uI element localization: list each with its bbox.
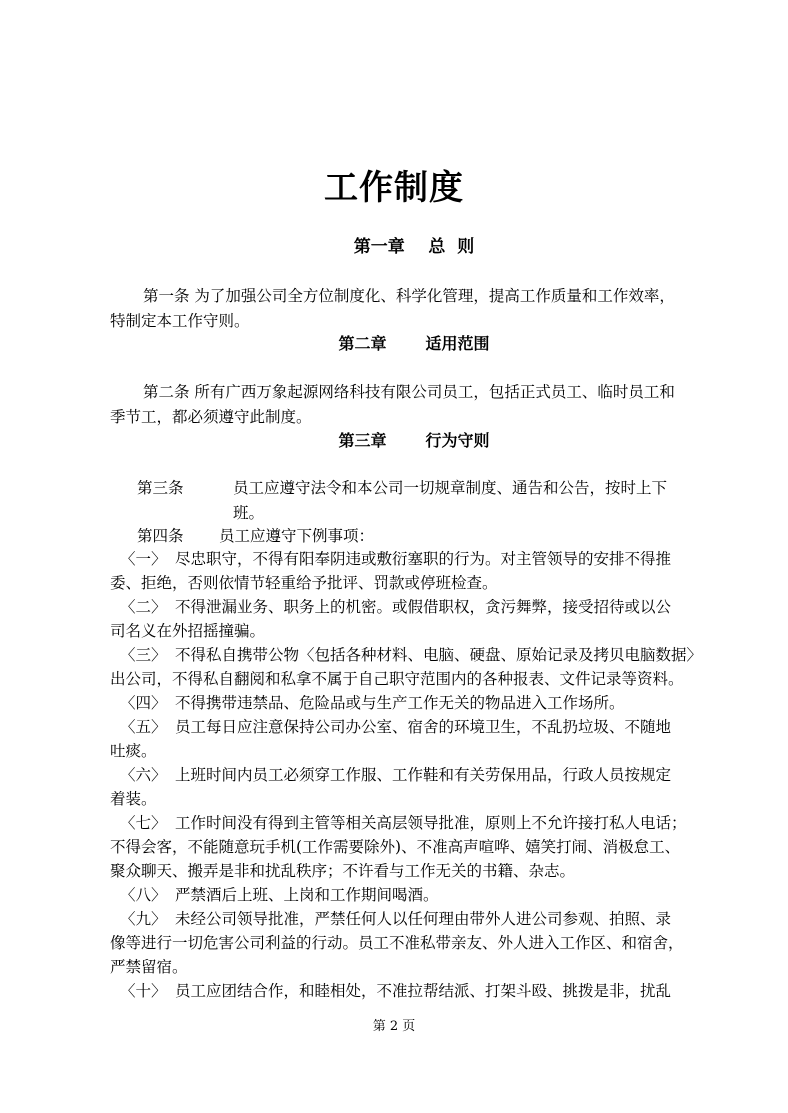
item-line: 严禁酒后上班、上岗和工作期间喝酒。 xyxy=(175,886,439,904)
document-title: 工作制度 xyxy=(324,168,464,208)
chapter-2-heading: 第二章 适用范围 xyxy=(338,334,490,353)
item-line: 严禁留宿。 xyxy=(110,958,188,976)
article-3-line-1: 员工应遵守法令和本公司一切规章制度、通告和公告，按时上下 xyxy=(233,479,668,497)
item-line: 尽忠职守，不得有阳奉阴违或敷衍塞职的行为。对主管领导的安排不得推 xyxy=(175,550,672,568)
item-line: 司名义在外招摇撞骗。 xyxy=(110,622,266,640)
article-3-line-2: 班。 xyxy=(233,504,265,522)
page-number: 第 2 页 xyxy=(372,1019,416,1034)
item-number: 〈四〉 xyxy=(120,694,167,712)
item-number: 〈七〉 xyxy=(120,814,167,832)
chapter-3-heading: 第三章 行为守则 xyxy=(338,431,490,450)
item-number: 〈十〉 xyxy=(120,982,167,1000)
item-line: 不得携带违禁品、危险品或与生产工作无关的物品进入工作场所。 xyxy=(175,694,625,712)
item-number: 〈一〉 xyxy=(120,550,167,568)
item-line: 工作时间没有得到主管等相关高层领导批准，原则上不允许接打私人电话； xyxy=(175,814,687,832)
chapter-1-heading: 第一章 总 则 xyxy=(353,237,475,257)
article-1-line-2: 特制定本工作守则。 xyxy=(110,312,250,330)
item-line: 员工每日应注意保持公司办公室、宿舍的环境卫生，不乱扔垃圾、不随地 xyxy=(175,718,672,736)
article-1-line-1: 第一条 为了加强公司全方位制度化、科学化管理，提高工作质量和工作效率， xyxy=(143,287,675,305)
item-number: 〈二〉 xyxy=(120,598,167,616)
item-line: 不得私自携带公物〈包括各种材料、电脑、硬盘、原始记录及拷贝电脑数据〉 xyxy=(175,646,703,664)
item-number: 〈八〉 xyxy=(120,886,167,904)
item-line: 委、拒绝，否则依情节轻重给予批评、罚款或停班检查。 xyxy=(110,574,498,592)
item-line: 像等进行一切危害公司利益的行动。员工不准私带亲友、外人进入工作区、和宿舍， xyxy=(110,934,684,952)
article-2-line-2: 季节工，都必须遵守此制度。 xyxy=(110,408,312,426)
article-3-label: 第三条 xyxy=(137,479,184,497)
item-line: 吐痰。 xyxy=(110,742,157,760)
item-line: 出公司，不得私自翻阅和私拿不属于自己职守范围内的各种报表、文件记录等资料。 xyxy=(110,670,684,688)
article-4-label: 第四条 xyxy=(137,527,184,545)
item-number: 〈五〉 xyxy=(120,718,167,736)
article-2-line-1: 第二条 所有广西万象起源网络科技有限公司员工，包括正式员工、临时员工和 xyxy=(143,383,675,401)
item-line: 未经公司领导批准，严禁任何人以任何理由带外人进公司参观、拍照、录 xyxy=(175,910,672,928)
item-line: 着装。 xyxy=(110,790,157,808)
item-line: 不得泄漏业务、职务上的机密。或假借职权，贪污舞弊，接受招待或以公 xyxy=(175,598,672,616)
item-line: 聚众聊天、搬弄是非和扰乱秩序；不许看与工作无关的书籍、杂志。 xyxy=(110,862,576,880)
item-number: 〈六〉 xyxy=(120,766,167,784)
item-line: 不得会客，不能随意玩手机(工作需要除外)、不准高声喧哗、嬉笑打闹、消极怠工、 xyxy=(110,838,681,856)
item-number: 〈九〉 xyxy=(120,910,167,928)
item-line: 上班时间内员工必须穿工作服、工作鞋和有关劳保用品，行政人员按规定 xyxy=(175,766,672,784)
item-line: 员工应团结合作，和睦相处，不准拉帮结派、打架斗殴、挑拨是非，扰乱 xyxy=(175,982,672,1000)
article-4-text: 员工应遵守下例事项： xyxy=(219,527,375,545)
item-number: 〈三〉 xyxy=(120,646,167,664)
